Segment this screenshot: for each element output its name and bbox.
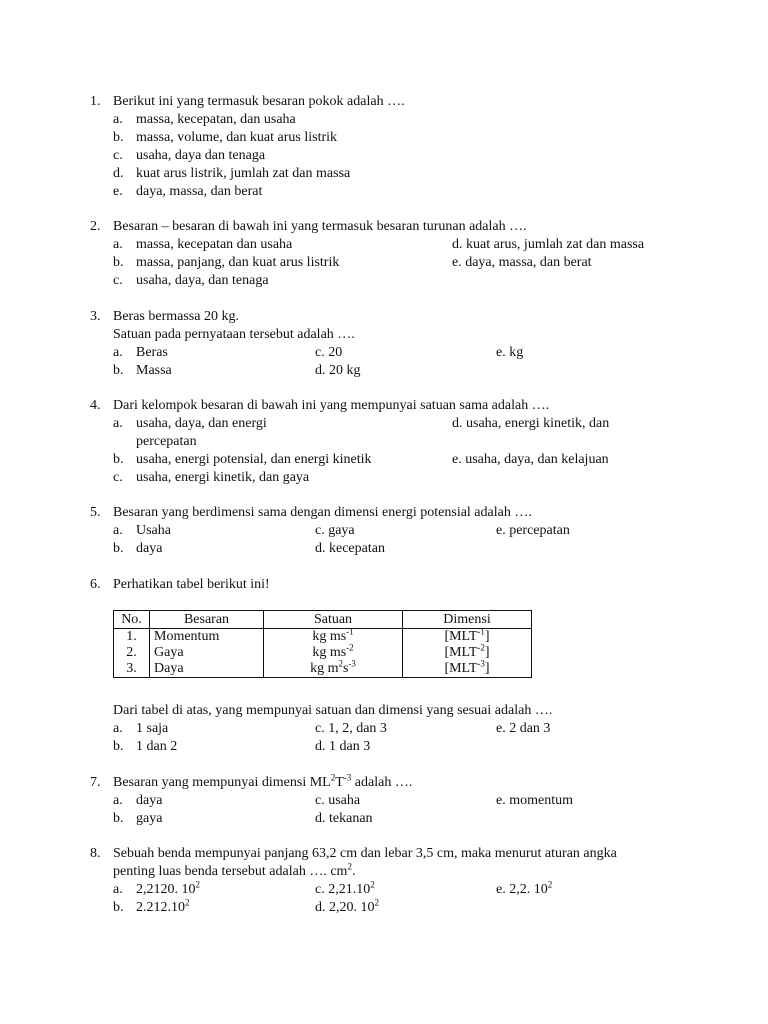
column-header-dimensi: Dimensi [403, 611, 532, 629]
option-text: c. usaha [315, 793, 361, 808]
option-text: d. 20 kg [315, 363, 361, 378]
option-label: a. [113, 882, 123, 897]
option-text: c. 20 [315, 345, 343, 360]
question-stem [113, 774, 412, 792]
satuan-second-unit: s [342, 661, 349, 676]
option-text: kuat arus listrik, jumlah zat dan massa [136, 166, 351, 181]
satuan-base: kg ms [312, 645, 347, 660]
option-text: daya [136, 793, 163, 808]
question-number: 3. [90, 309, 101, 324]
cell-no: 2. [114, 645, 150, 661]
dimensi-base: [MLT [444, 661, 478, 676]
option-text: e. usaha, daya, dan kelajuan [452, 452, 609, 467]
satuan-base: kg ms [312, 629, 347, 644]
question-number: 1. [90, 94, 101, 109]
stem-text: adalah …. [351, 775, 413, 790]
option-text: 1 saja [136, 721, 169, 736]
option-text: usaha, daya, dan tenaga [136, 273, 269, 288]
question-stem: Perhatikan tabel berikut ini! [113, 577, 270, 592]
question-stem: Berikut ini yang termasuk besaran pokok adalah …. [113, 94, 405, 109]
question-stem: Besaran yang berdimensi sama dengan dimensi energi potensial adalah …. [113, 505, 532, 520]
cell-satuan [264, 642, 403, 661]
option-text: usaha, daya, dan energi [136, 416, 267, 431]
table-row [114, 629, 532, 646]
option-label: b. [113, 739, 124, 754]
dimensi-exponent: -2 [477, 642, 485, 653]
option-label: c. [113, 470, 123, 485]
cell-besaran: Momentum [150, 629, 264, 646]
option-exponent: 2 [195, 879, 200, 890]
option-text: gaya [136, 811, 163, 826]
cell-satuan [264, 658, 403, 678]
option-text: massa, kecepatan, dan usaha [136, 112, 296, 127]
stem-text: Besaran yang mempunyai dimensi ML [113, 775, 331, 790]
stem-exponent: 2 [347, 861, 352, 872]
option-label: b. [113, 900, 124, 915]
option-label: e. [113, 184, 123, 199]
option-text: massa, volume, dan kuat arus listrik [136, 130, 338, 145]
cell-dimensi [403, 658, 532, 678]
satuan-base: kg m [310, 661, 339, 676]
cell-besaran: Gaya [150, 645, 264, 661]
question-number: 5. [90, 505, 101, 520]
option-text-continued: percepatan [136, 434, 197, 449]
column-header-satuan: Satuan [264, 611, 403, 629]
option-label: c. [113, 148, 123, 163]
option-text: e. 2 dan 3 [496, 721, 551, 736]
option-exponent: 2 [370, 879, 375, 890]
option-label: b. [113, 255, 124, 270]
option-text: 1 dan 2 [136, 739, 178, 754]
stem-exponent: 2 [330, 772, 336, 783]
option-label: b. [113, 452, 124, 467]
option-label: c. [113, 273, 123, 288]
data-table [113, 610, 532, 678]
option-exponent: 2 [547, 879, 553, 890]
stem-text: . [351, 864, 356, 879]
option-text: Usaha [136, 523, 171, 538]
option-text: usaha, energi kinetik, dan gaya [136, 470, 310, 485]
option-text: d. tekanan [315, 811, 373, 826]
cell-dimensi [403, 626, 532, 646]
satuan-exponent: -2 [346, 642, 354, 653]
option-value: c. 2,21.10 [315, 882, 371, 897]
option-text: Massa [136, 363, 172, 378]
option-label: a. [113, 345, 123, 360]
option-label: b. [113, 541, 124, 556]
question-stem: Beras bermassa 20 kg. [113, 309, 239, 324]
option-text: c. gaya [315, 523, 355, 538]
question-stem-line-2 [113, 863, 355, 881]
dimensi-exponent: -1 [477, 626, 485, 637]
cell-dimensi [403, 642, 532, 661]
option-text [136, 881, 200, 899]
option-value: e. 2,2. 10 [496, 882, 548, 897]
option-value: 2,2120. 10 [136, 882, 196, 897]
option-text: e. momentum [496, 793, 573, 808]
option-exponent: 2 [374, 897, 379, 908]
table-row [114, 645, 532, 661]
option-text: e. daya, massa, dan berat [452, 255, 592, 270]
option-label: b. [113, 811, 124, 826]
option-exponent: 2 [185, 897, 190, 908]
question-number: 4. [90, 398, 101, 413]
question-stem: Dari kelompok besaran di bawah ini yang mempunyai satuan sama adalah …. [113, 398, 550, 413]
option-text [496, 881, 552, 899]
question-stem: Sebuah benda mempunyai panjang 63,2 cm dan lebar 3,5 cm, maka menurut aturan angka [113, 846, 617, 861]
question-number: 7. [90, 775, 101, 790]
option-text: Beras [136, 345, 168, 360]
option-label: a. [113, 523, 123, 538]
question-number: 8. [90, 846, 101, 861]
option-label: b. [113, 363, 124, 378]
option-text [315, 881, 375, 899]
question-stem-line-2: Satuan pada pernyataan tersebut adalah …. [113, 327, 355, 342]
table-header-row [114, 611, 532, 629]
question-number: 6. [90, 577, 101, 592]
question-stem-line-2: Dari tabel di atas, yang mempunyai satuan dan dimensi yang sesuai adalah …. [113, 703, 553, 718]
question-number: 2. [90, 219, 101, 234]
column-header-besaran: Besaran [150, 611, 264, 629]
cell-no: 1. [114, 629, 150, 646]
cell-no: 3. [114, 661, 150, 678]
table-row [114, 661, 532, 678]
option-text: d. kuat arus, jumlah zat dan massa [452, 237, 645, 252]
option-label: a. [113, 793, 123, 808]
satuan-exponent-2: -3 [348, 658, 356, 669]
dimensi-base: [MLT [444, 645, 478, 660]
option-text: e. percepatan [496, 523, 570, 538]
option-text: massa, panjang, dan kuat arus listrik [136, 255, 340, 270]
option-text [136, 899, 190, 917]
option-value: d. 2,20. 10 [315, 900, 375, 915]
option-text: daya [136, 541, 163, 556]
dimensi-base: [MLT [444, 629, 478, 644]
option-text: d. kecepatan [315, 541, 385, 556]
stem-text: penting luas benda tersebut adalah …. cm [113, 864, 348, 879]
option-text: massa, kecepatan dan usaha [136, 237, 293, 252]
dimensi-close: ] [484, 661, 490, 676]
dimensi-exponent: -3 [477, 658, 485, 669]
option-text: daya, massa, dan berat [136, 184, 263, 199]
option-label: b. [113, 130, 124, 145]
dimensi-close: ] [484, 645, 490, 660]
cell-satuan [264, 626, 403, 646]
option-text [315, 899, 379, 917]
option-label: a. [113, 416, 123, 431]
option-label: a. [113, 237, 123, 252]
cell-besaran: Daya [150, 661, 264, 678]
option-text: usaha, daya dan tenaga [136, 148, 266, 163]
satuan-exponent: -1 [346, 626, 354, 637]
option-value: 2.212.10 [136, 900, 185, 915]
satuan-exponent: 2 [338, 658, 343, 669]
column-header-no: No. [114, 611, 150, 629]
stem-text: T [335, 775, 344, 790]
option-label: d. [113, 166, 124, 181]
option-text: d. usaha, energi kinetik, dan [452, 416, 610, 431]
option-text: usaha, energi potensial, dan energi kinetik [136, 452, 372, 467]
dimensi-close: ] [484, 629, 490, 644]
option-text: c. 1, 2, dan 3 [315, 721, 387, 736]
option-label: a. [113, 721, 123, 736]
option-text: d. 1 dan 3 [315, 739, 371, 754]
stem-exponent: -3 [343, 772, 352, 783]
question-stem: Besaran – besaran di bawah ini yang termasuk besaran turunan adalah …. [113, 219, 527, 234]
option-label: a. [113, 112, 123, 127]
option-text: e. kg [496, 345, 524, 360]
